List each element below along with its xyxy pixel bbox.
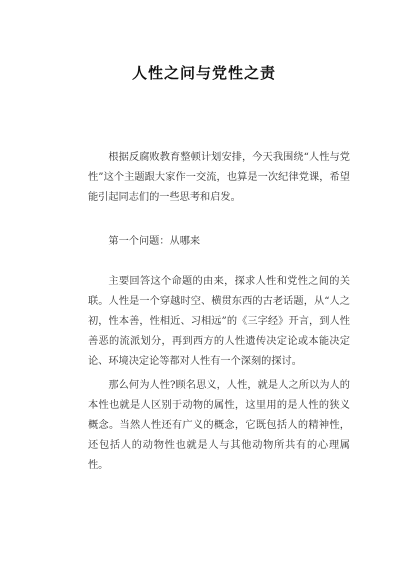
document-title: 人性之问与党性之责 — [131, 64, 276, 82]
paragraph-intro: 根据反腐败教育整顿计划安排，今天我围绕“人性与党性”这个主题跟大家作一交流，也算是一次纪律党课，希望能引起同志们的一些思考和启发。 — [88, 152, 350, 203]
paragraph-origin: 主要回答这个命题的由来，探求人性和党性之间的关联。人性是一个穿越时空、横贯东西的古老话题，从“人之初，性本善，性相近、习相远”的《三字经》开言，到人性善恶的流派划分，再到西方的人性遗传决定论或本能决定论、环境决定论等都对人性有一个深刻的探讨。 — [88, 276, 350, 367]
paragraph-human-nature: 那么何为人性?顾名思义，人性，就是人之所以为人的本性也就是人区别于动物的属性，这里用的是人性的狭义概念。当然人性还有广义的概念，它既包括人的精神性，还包括人的动物性也就是人与其他动物所共有的心理属性。 — [88, 380, 350, 471]
section-heading-1: 第一个问题：从哪来 — [108, 236, 201, 247]
